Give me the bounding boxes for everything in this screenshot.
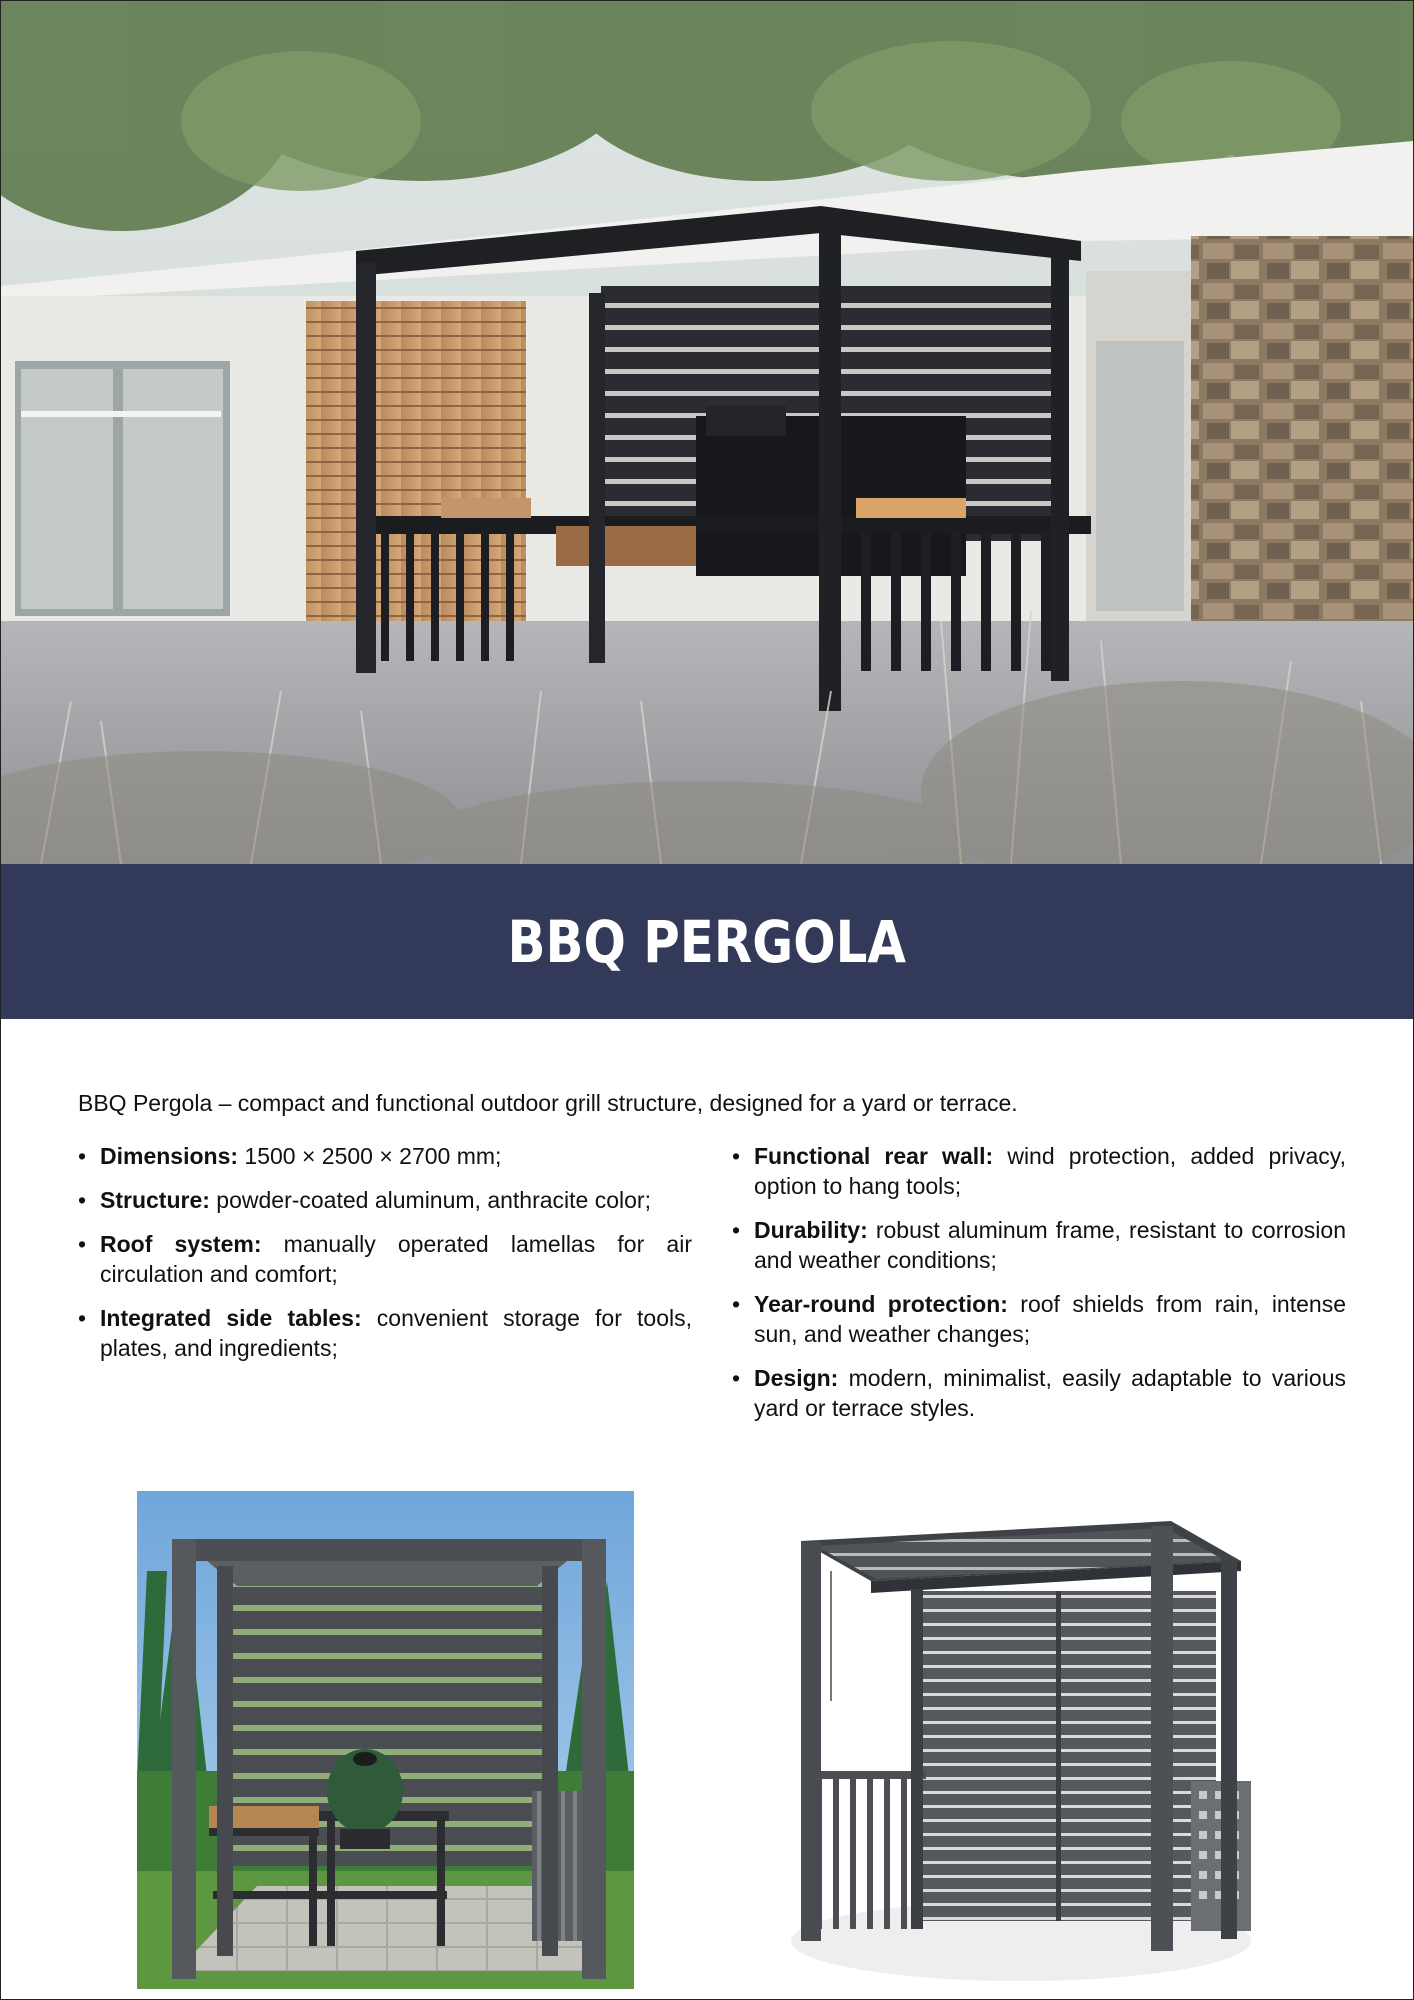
list-item bbox=[732, 1363, 1346, 1423]
feature-text: roof shields from rain, intense sun, and weather changes; bbox=[754, 1291, 1346, 1347]
page-title: BBQ PERGOLA bbox=[507, 907, 907, 976]
feature-label: Year-round protection: bbox=[754, 1291, 1008, 1317]
feature-label: Design: bbox=[754, 1365, 839, 1391]
list-item bbox=[78, 1185, 692, 1215]
feature-label: Durability: bbox=[754, 1217, 868, 1243]
feature-text: powder-coated aluminum, anthracite color; bbox=[209, 1187, 651, 1213]
feature-label: Structure: bbox=[100, 1187, 210, 1213]
garden-pergola-photo bbox=[137, 1491, 634, 1989]
feature-label: Integrated side tables: bbox=[100, 1305, 362, 1331]
feature-label: Roof system: bbox=[100, 1231, 262, 1257]
feature-label: Dimensions: bbox=[100, 1143, 239, 1169]
hero-photo bbox=[1, 1, 1413, 864]
feature-text: convenient storage for tools, plates, and ingredients; bbox=[100, 1305, 693, 1361]
feature-label: Functional rear wall: bbox=[754, 1143, 994, 1169]
list-item bbox=[732, 1141, 1346, 1201]
feature-text: modern, minimalist, easily adaptable to various yard or terrace styles. bbox=[754, 1365, 1346, 1421]
list-item bbox=[78, 1303, 692, 1363]
feature-text: manually operated lamellas for air circulation and comfort; bbox=[100, 1231, 692, 1287]
list-item bbox=[78, 1229, 692, 1289]
feature-text: robust aluminum frame, resistant to corrosion and weather conditions; bbox=[754, 1217, 1346, 1273]
title-band bbox=[1, 864, 1413, 1019]
intro-text: BBQ Pergola – compact and functional outdoor grill structure, designed for a yard or terrace. bbox=[78, 1090, 1018, 1116]
pergola-render bbox=[771, 1501, 1261, 1981]
list-item bbox=[732, 1289, 1346, 1349]
feature-text: wind protection, added privacy, option to hang tools; bbox=[754, 1143, 1346, 1199]
list-item bbox=[78, 1141, 692, 1171]
feature-list-right bbox=[732, 1141, 1346, 1437]
feature-text: 1500 × 2500 × 2700 mm; bbox=[238, 1143, 502, 1169]
list-item bbox=[732, 1215, 1346, 1275]
feature-list-left bbox=[78, 1141, 692, 1377]
